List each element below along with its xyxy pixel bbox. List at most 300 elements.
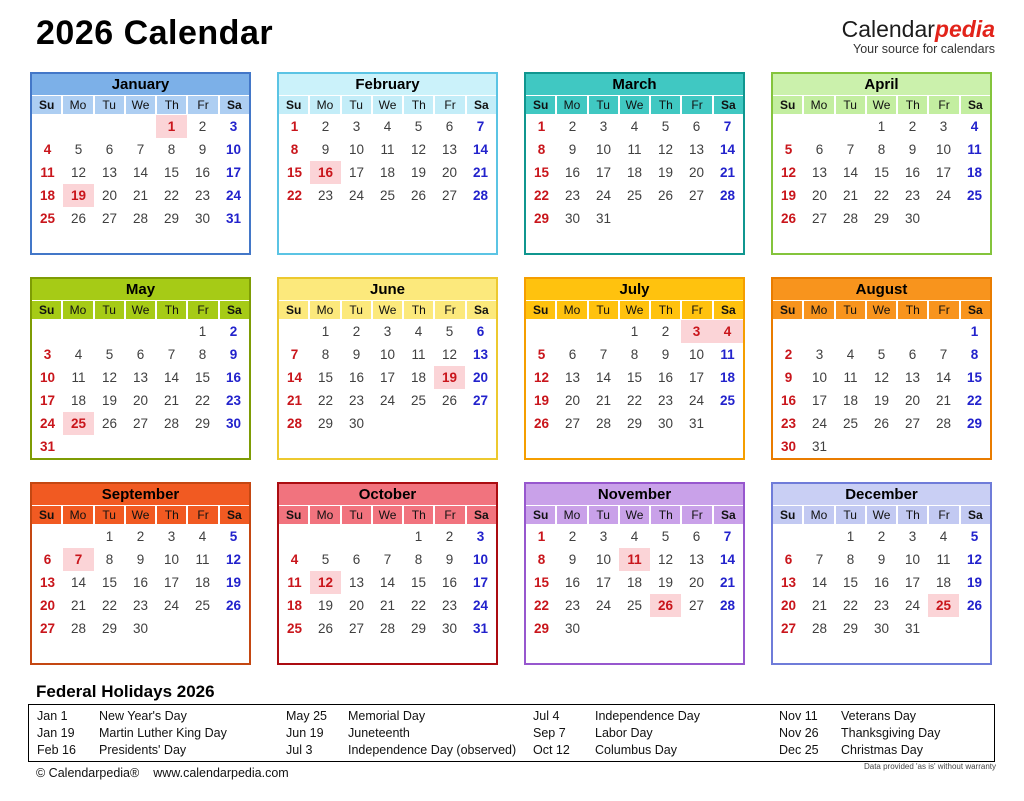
date-cell: 25 [719,393,736,408]
date-cell: 17 [163,575,180,590]
date-cell: 28 [70,621,87,636]
date-cell: 3 [229,119,238,134]
day-header-tu: Tu [589,301,618,319]
empty-cell [403,412,434,435]
date-cell: 24 [163,598,180,613]
date-cell: 30 [564,621,581,636]
page-title: 2026 Calendar [36,14,274,52]
date-cell: 15 [533,575,550,590]
day-header-fr: Fr [435,96,464,114]
date-cell: 8 [290,142,299,157]
empty-cell [187,640,218,663]
date-cell: 19 [101,393,118,408]
date-cell: 25 [194,598,211,613]
date-cell: 21 [163,393,180,408]
date-cell: 24 [379,393,396,408]
date-cell: 28 [842,211,859,226]
empty-cell [557,320,588,343]
empty-cell [125,640,156,663]
empty-cell [712,207,743,230]
date-cell: 14 [286,370,303,385]
day-header-sa: Sa [714,96,743,114]
date-cell: 28 [719,598,736,613]
date-cell: 4 [630,119,639,134]
day-header-mo: Mo [557,301,586,319]
day-header-mo: Mo [804,506,833,524]
holiday-item [37,707,286,724]
empty-cell [897,320,928,343]
empty-cell [773,115,804,138]
day-header-row [773,505,990,524]
date-cell: 9 [661,347,670,362]
date-cell: 7 [939,347,948,362]
day-header-we: We [126,301,155,319]
date-cell: 9 [568,142,577,157]
date-cell: 26 [873,416,890,431]
date-cell: 20 [441,165,458,180]
empty-cell [465,640,496,663]
date-cell: 1 [198,324,207,339]
date-cell: 6 [476,324,485,339]
date-cell: 31 [595,211,612,226]
date-cell: 11 [40,165,55,180]
date-cell: 25 [286,621,303,636]
date-cell: 30 [564,211,581,226]
date-cell: 27 [348,621,365,636]
date-cell: 3 [476,529,485,544]
empty-cell [619,617,650,640]
date-cell: 16 [310,161,341,184]
date-cell: 10 [472,552,489,567]
date-cell: 24 [348,188,365,203]
empty-cell [218,640,249,663]
date-cell: 8 [105,552,114,567]
date-cell: 17 [595,575,612,590]
date-cell: 3 [908,529,917,544]
empty-cell [681,230,712,253]
empty-cell [125,230,156,253]
date-cell: 31 [225,211,242,226]
date-cell: 20 [132,393,149,408]
date-cell: 12 [657,552,674,567]
day-header-row [773,95,990,114]
dates-grid [773,114,990,253]
month-title: August [773,279,990,300]
empty-cell [156,435,187,458]
day-header-su: Su [279,506,308,524]
date-cell: 23 [904,188,921,203]
day-header-sa: Sa [220,301,249,319]
day-header-su: Su [526,301,555,319]
date-cell: 9 [908,142,917,157]
empty-cell [773,320,804,343]
date-cell: 6 [352,552,361,567]
date-cell: 5 [970,529,979,544]
month-may [30,277,251,460]
date-cell: 11 [411,347,426,362]
empty-cell [94,230,125,253]
date-cell: 20 [780,598,797,613]
day-header-row [279,95,496,114]
date-cell: 3 [167,529,176,544]
date-cell: 1 [105,529,114,544]
empty-cell [125,115,156,138]
date-cell: 20 [904,393,921,408]
date-cell: 4 [846,347,855,362]
empty-cell [712,640,743,663]
date-cell: 5 [105,347,114,362]
date-cell: 26 [650,594,681,617]
date-cell: 12 [441,347,458,362]
empty-cell [403,435,434,458]
date-cell: 10 [904,552,921,567]
date-cell: 19 [63,184,94,207]
date-cell: 5 [321,552,330,567]
empty-cell [959,230,990,253]
day-header-tu: Tu [836,506,865,524]
date-cell: 19 [780,188,797,203]
day-header-we: We [373,506,402,524]
date-cell: 14 [719,142,736,157]
date-cell: 5 [74,142,83,157]
empty-cell [619,207,650,230]
date-cell: 8 [970,347,979,362]
day-header-fr: Fr [929,301,958,319]
day-header-th: Th [157,96,186,114]
empty-cell [63,230,94,253]
holiday-item [533,742,779,759]
empty-cell [156,640,187,663]
date-cell: 19 [410,165,427,180]
date-cell: 13 [39,575,56,590]
holiday-name: Independence Day (observed) [348,743,517,758]
empty-cell [835,115,866,138]
empty-cell [465,435,496,458]
date-cell: 12 [410,142,427,157]
day-header-tu: Tu [95,506,124,524]
date-cell: 26 [225,598,242,613]
date-cell: 15 [873,165,890,180]
date-cell: 1 [846,529,855,544]
empty-cell [434,412,465,435]
day-header-sa: Sa [714,506,743,524]
date-cell: 21 [842,188,859,203]
date-cell: 1 [970,324,979,339]
empty-cell [773,640,804,663]
empty-cell [279,435,310,458]
empty-cell [712,230,743,253]
empty-cell [63,435,94,458]
date-cell: 30 [194,211,211,226]
date-cell: 4 [630,529,639,544]
empty-cell [681,207,712,230]
day-header-mo: Mo [557,96,586,114]
empty-cell [341,525,372,548]
month-title: September [32,484,249,505]
empty-cell [804,640,835,663]
date-cell: 18 [966,165,983,180]
date-cell: 8 [321,347,330,362]
empty-cell [372,525,403,548]
day-header-fr: Fr [929,506,958,524]
date-cell: 26 [533,416,550,431]
date-cell: 9 [352,347,361,362]
date-cell: 23 [564,598,581,613]
empty-cell [372,207,403,230]
empty-cell [928,640,959,663]
dates-grid [773,319,990,458]
day-header-fr: Fr [929,96,958,114]
month-title: July [526,279,743,300]
date-cell: 1 [877,119,886,134]
empty-cell [465,412,496,435]
date-cell: 28 [379,621,396,636]
date-cell: 31 [472,621,489,636]
date-cell: 13 [348,575,365,590]
copyright-text: © Calendarpedia® [36,766,140,780]
date-cell: 29 [533,211,550,226]
date-cell: 7 [846,142,855,157]
day-header-su: Su [526,96,555,114]
date-cell: 4 [43,142,52,157]
empty-cell [712,617,743,640]
holiday-name: Memorial Day [348,708,426,723]
date-cell: 13 [780,575,797,590]
date-cell: 8 [414,552,423,567]
holiday-item [37,724,286,741]
day-header-tu: Tu [836,96,865,114]
date-cell: 11 [71,370,86,385]
month-december [771,482,992,665]
month-november [524,482,745,665]
date-cell: 30 [348,416,365,431]
date-cell: 19 [873,393,890,408]
empty-cell [712,412,743,435]
date-cell: 1 [537,119,546,134]
date-cell: 18 [70,393,87,408]
date-cell: 14 [163,370,180,385]
date-cell: 6 [568,347,577,362]
date-cell: 27 [688,598,705,613]
empty-cell [650,435,681,458]
date-cell: 12 [101,370,118,385]
empty-cell [63,115,94,138]
date-cell: 27 [39,621,56,636]
empty-cell [835,435,866,458]
date-cell: 1 [630,324,639,339]
date-cell: 21 [132,188,149,203]
date-cell: 6 [43,552,52,567]
empty-cell [156,617,187,640]
date-cell: 21 [811,598,828,613]
date-cell: 10 [688,347,705,362]
empty-cell [526,640,557,663]
date-cell: 11 [843,370,858,385]
date-cell: 1 [290,119,299,134]
date-cell: 29 [873,211,890,226]
holiday-date: Nov 11 [779,708,818,723]
date-cell: 30 [132,621,149,636]
empty-cell [557,230,588,253]
date-cell: 17 [379,370,396,385]
empty-cell [928,617,959,640]
date-cell: 14 [811,575,828,590]
day-header-su: Su [773,96,802,114]
empty-cell [712,435,743,458]
date-cell: 10 [595,552,612,567]
holiday-date: Feb 16 [37,743,76,758]
day-header-we: We [373,301,402,319]
dates-grid [32,319,249,458]
date-cell: 14 [472,142,489,157]
date-cell: 9 [568,552,577,567]
day-header-mo: Mo [310,506,339,524]
date-cell: 30 [873,621,890,636]
day-header-mo: Mo [63,506,92,524]
date-cell: 1 [537,529,546,544]
holiday-item [779,707,994,724]
empty-cell [341,640,372,663]
date-cell: 21 [472,165,489,180]
date-cell: 9 [198,142,207,157]
empty-cell [279,320,310,343]
day-header-tu: Tu [95,301,124,319]
empty-cell [341,230,372,253]
date-cell: 13 [688,552,705,567]
day-header-fr: Fr [435,506,464,524]
date-cell: 28 [811,621,828,636]
holiday-name: Labor Day [595,725,653,740]
day-header-row [32,505,249,524]
date-cell: 18 [935,575,952,590]
date-cell: 15 [533,165,550,180]
date-cell: 16 [564,575,581,590]
empty-cell [465,230,496,253]
date-cell: 30 [225,416,242,431]
date-cell: 8 [167,142,176,157]
date-cell: 14 [935,370,952,385]
date-cell: 20 [472,370,489,385]
day-header-mo: Mo [310,301,339,319]
date-cell: 12 [310,571,341,594]
date-cell: 18 [842,393,859,408]
date-cell: 26 [966,598,983,613]
empty-cell [403,640,434,663]
empty-cell [619,640,650,663]
logo-tagline: Your source for calendars [853,41,995,56]
empty-cell [156,230,187,253]
empty-cell [156,320,187,343]
day-header-tu: Tu [342,506,371,524]
empty-cell [310,640,341,663]
date-cell: 13 [472,347,489,362]
date-cell: 8 [537,142,546,157]
federal-holidays-title: Federal Holidays 2026 [36,682,215,701]
empty-cell [310,525,341,548]
date-cell: 7 [599,347,608,362]
empty-cell [526,230,557,253]
date-cell: 5 [229,529,238,544]
date-cell: 18 [194,575,211,590]
date-cell: 7 [723,119,732,134]
date-cell: 23 [564,188,581,203]
date-cell: 26 [101,416,118,431]
empty-cell [681,640,712,663]
empty-cell [773,525,804,548]
date-cell: 20 [688,165,705,180]
date-cell: 29 [410,621,427,636]
day-header-we: We [620,506,649,524]
date-cell: 22 [533,188,550,203]
month-february [277,72,498,255]
date-cell: 5 [661,529,670,544]
date-cell: 26 [70,211,87,226]
holiday-name: Veterans Day [841,708,917,723]
day-header-mo: Mo [804,96,833,114]
empty-cell [32,640,63,663]
holiday-date: Jul 4 [533,708,560,723]
empty-cell [94,435,125,458]
empty-cell [959,640,990,663]
date-cell: 4 [198,529,207,544]
date-cell: 7 [383,552,392,567]
date-cell: 11 [619,548,650,571]
date-cell: 12 [70,165,87,180]
day-header-tu: Tu [95,96,124,114]
day-header-mo: Mo [310,96,339,114]
date-cell: 6 [815,142,824,157]
date-cell: 21 [719,165,736,180]
month-title: October [279,484,496,505]
day-header-mo: Mo [63,96,92,114]
date-cell: 19 [966,575,983,590]
day-header-sa: Sa [714,301,743,319]
date-cell: 28 [472,188,489,203]
empty-cell [928,435,959,458]
day-header-sa: Sa [467,96,496,114]
day-header-th: Th [404,96,433,114]
month-title: March [526,74,743,95]
empty-cell [650,640,681,663]
dates-grid [32,524,249,663]
date-cell: 15 [317,370,334,385]
date-cell: 6 [445,119,454,134]
date-cell: 30 [441,621,458,636]
empty-cell [866,640,897,663]
empty-cell [279,525,310,548]
website-link[interactable]: www.calendarpedia.com [153,766,289,780]
date-cell: 13 [132,370,149,385]
empty-cell [310,435,341,458]
date-cell: 29 [626,416,643,431]
day-header-we: We [126,96,155,114]
holiday-name: New Year's Day [99,708,187,723]
date-cell: 16 [657,370,674,385]
empty-cell [804,230,835,253]
empty-cell [279,230,310,253]
empty-cell [434,640,465,663]
empty-cell [279,640,310,663]
date-cell: 27 [101,211,118,226]
date-cell: 24 [472,598,489,613]
date-cell: 20 [39,598,56,613]
date-cell: 29 [533,621,550,636]
date-cell: 8 [630,347,639,362]
empty-cell [897,230,928,253]
date-cell: 17 [595,165,612,180]
date-cell: 4 [74,347,83,362]
empty-cell [650,207,681,230]
